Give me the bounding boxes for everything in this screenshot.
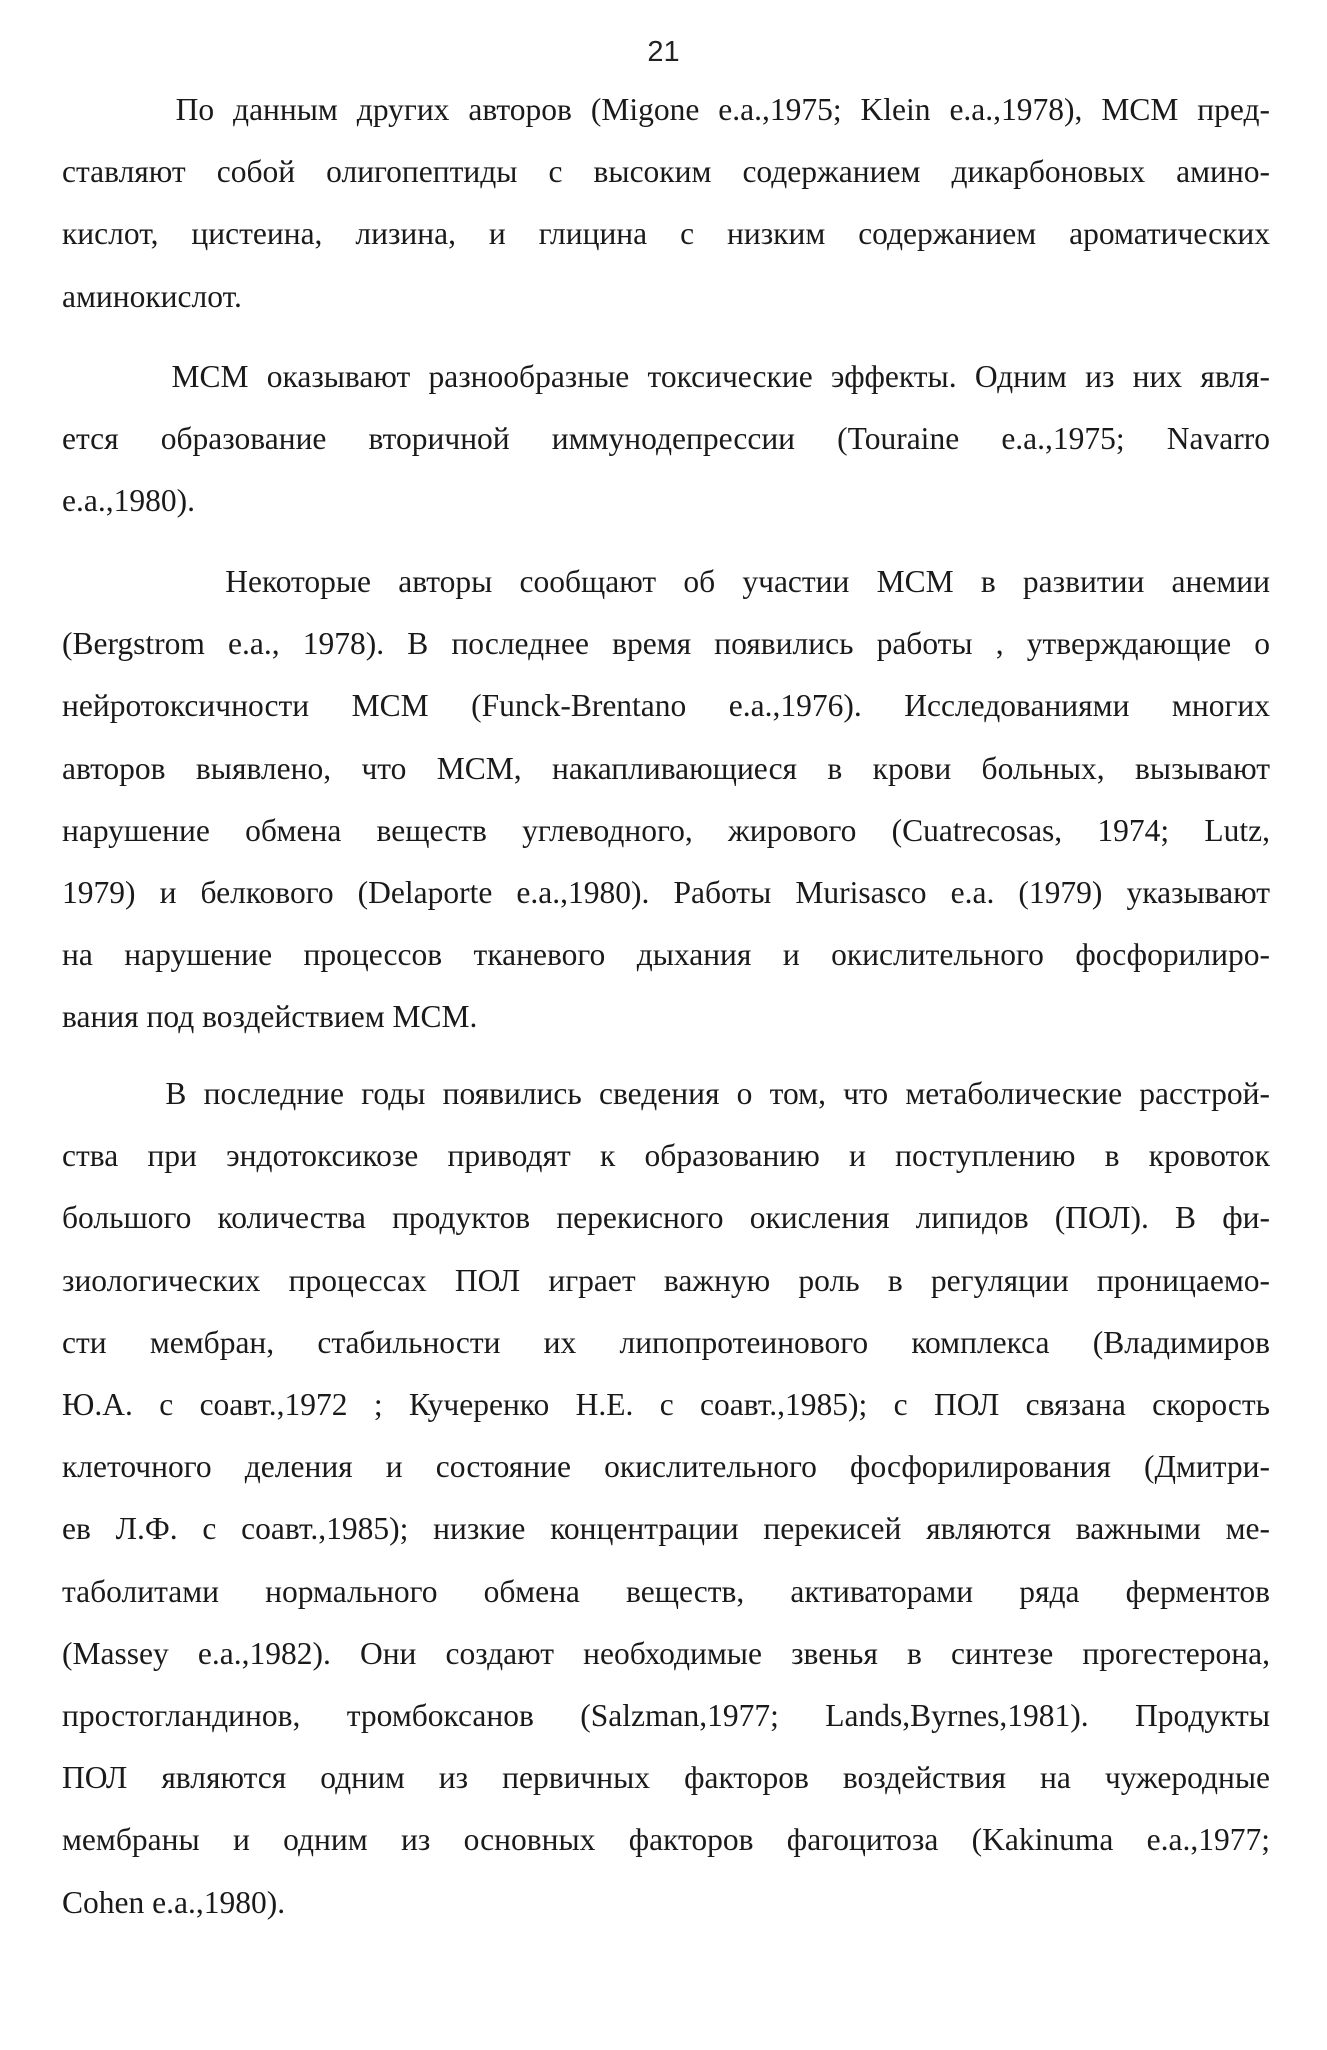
paragraph-3: [62, 551, 1270, 1049]
text-line: ется образование вторичной иммунодепрессии (Touraine e.a.,1975; Navarro: [62, 421, 1270, 457]
text-line: аминокислот.: [62, 278, 242, 314]
text-line: на нарушение процессов тканевого дыхания и окислительного фосфорилиро-: [62, 937, 1270, 973]
text-line: e.a.,1980).: [62, 483, 195, 519]
page-number: 21: [647, 36, 680, 68]
text-line: зиологических процессах ПОЛ играет важную роль в регуляции проницаемо-: [62, 1262, 1270, 1298]
text-line: авторов выявлено, что МСМ, накапливающиеся в крови больных, вызывают: [62, 750, 1270, 786]
text-line: В последние годы появились сведения о том, что метаболические расстрой-: [62, 1076, 1270, 1111]
text-line: простогландинов, тромбоксанов (Salzman,1977; Lands,Byrnes,1981). Продукты: [62, 1698, 1270, 1734]
text-line: нарушение обмена веществ углеводного, жирового (Cuatrecosas, 1974; Lutz,: [62, 812, 1270, 848]
text-line: МСМ оказывают разнообразные токсические эффекты. Одним из них явля-: [62, 359, 1270, 394]
paragraph-1: [62, 79, 1270, 328]
text-line: таболитами нормального обмена веществ, активаторами ряда ферментов: [62, 1573, 1270, 1609]
text-line: вания под воздействием МСМ.: [62, 999, 478, 1035]
text-line: 1979) и белкового (Delaporte e.a.,1980). Работы Murisasco e.a. (1979) указывают: [62, 875, 1270, 911]
text-line: клеточного деления и состояние окислительного фосфорилирования (Дмитри-: [62, 1449, 1270, 1485]
text-line: ев Л.Ф. с соавт.,1985); низкие концентрации перекисей являются важными ме-: [62, 1511, 1270, 1547]
text-line: нейротоксичности МСМ (Funck-Brentano e.a.,1976). Исследованиями многих: [62, 688, 1270, 724]
text-line: большого количества продуктов перекисного окисления липидов (ПОЛ). В фи-: [62, 1200, 1270, 1236]
text-line: (Massey e.a.,1982). Они создают необходимые звенья в синтезе прогестерона,: [62, 1635, 1270, 1671]
text-line: Cohen e.a.,1980).: [62, 1884, 286, 1920]
paragraph-4: [62, 1063, 1270, 1934]
text-line: кислот, цистеина, лизина, и глицина с низким содержанием ароматических: [62, 216, 1270, 252]
text-line: ства при эндотоксикозе приводят к образованию и поступлению в кровоток: [62, 1138, 1270, 1174]
text-line: Ю.А. с соавт.,1972 ; Кучеренко Н.Е. с соавт.,1985); с ПОЛ связана скорость: [62, 1387, 1270, 1423]
text-line: сти мембран, стабильности их липопротеинового комплекса (Владимиров: [62, 1324, 1270, 1360]
paragraph-2: [62, 346, 1270, 533]
text-line: мембраны и одним из основных факторов фагоцитоза (Kakinuma e.a.,1977;: [62, 1822, 1270, 1858]
text-line: Некоторые авторы сообщают об участии МСМ в развитии анемии: [62, 564, 1270, 599]
text-line: (Bergstrom e.a., 1978). В последнее время появились работы , утверждающие о: [62, 626, 1270, 662]
text-line: ставляют собой олигопептиды с высоким содержанием дикарбоновых амино-: [62, 154, 1270, 190]
text-line: ПОЛ являются одним из первичных факторов воздействия на чужеродные: [62, 1760, 1270, 1796]
text-line: По данным других авторов (Migone e.a.,1975; Klein e.a.,1978), МСМ пред-: [62, 92, 1270, 127]
